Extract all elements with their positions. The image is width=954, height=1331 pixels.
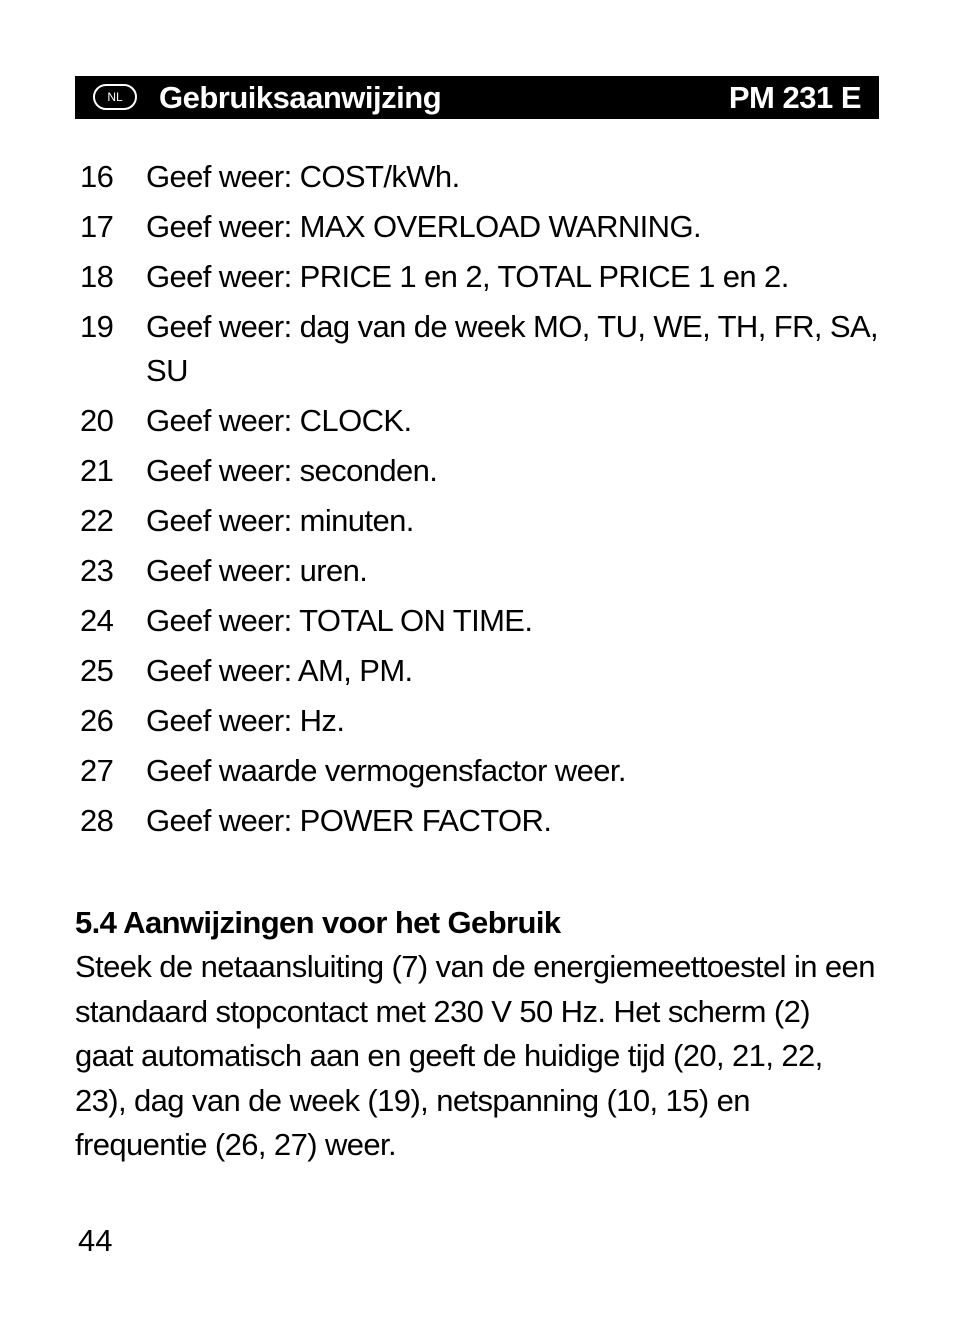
item-number: 26	[80, 703, 114, 738]
item-text: Geef weer: CLOCK.	[146, 403, 412, 438]
item-text: Geef weer: Hz.	[146, 703, 345, 738]
list-item	[75, 449, 879, 493]
item-number: 18	[80, 259, 114, 294]
item-number: 21	[80, 453, 114, 488]
list-item	[75, 649, 879, 693]
list-item	[75, 699, 879, 743]
header-title: Gebruiksaanwijzing	[159, 80, 442, 115]
item-text: Geef weer: AM, PM.	[146, 653, 413, 688]
item-text: Geef waarde vermogensfactor weer.	[146, 753, 626, 788]
list-item	[75, 499, 879, 543]
item-number: 17	[80, 209, 114, 244]
language-badge: NL	[93, 84, 137, 110]
header-model: PM 231 E	[728, 80, 861, 115]
list-item	[75, 155, 879, 199]
item-number: 27	[80, 753, 114, 788]
page-header	[75, 76, 879, 119]
item-number: 19	[80, 309, 114, 344]
list-item	[75, 205, 879, 249]
page-number: 44	[78, 1223, 113, 1258]
item-text: Geef weer: COST/kWh.	[146, 159, 460, 194]
item-text: Geef weer: POWER FACTOR.	[146, 803, 552, 838]
item-text: Geef weer: MAX OVERLOAD WARNING.	[146, 209, 701, 244]
list-item	[75, 255, 879, 299]
item-number: 25	[80, 653, 114, 688]
item-text: Geef weer: minuten.	[146, 503, 414, 538]
section-heading: 5.4 Aanwijzingen voor het Gebruik	[75, 905, 561, 940]
item-text: Geef weer: PRICE 1 en 2, TOTAL PRICE 1 en 2.	[146, 259, 789, 294]
section-body: Steek de netaansluiting (7) van de energiemeettoestel in een standaard stopcontact met 230 V 50 Hz. Het scherm (2) gaat automatisch aan en geeft de huidige tijd (20, 21, 22, 23), dag van de week (19), netspanning (10, 15) en frequentie (26, 27) weer.	[75, 949, 875, 1162]
item-number: 22	[80, 503, 114, 538]
list-item	[75, 305, 879, 393]
item-text: Geef weer: uren.	[146, 553, 368, 588]
list-item	[75, 749, 879, 793]
item-text: Geef weer: TOTAL ON TIME.	[146, 603, 533, 638]
item-number: 28	[80, 803, 114, 838]
list-item	[75, 399, 879, 443]
display-items-list	[75, 155, 879, 849]
item-text: Geef weer: seconden.	[146, 453, 438, 488]
item-number: 16	[80, 159, 114, 194]
item-number: 23	[80, 553, 114, 588]
item-number: 24	[80, 603, 114, 638]
list-item	[75, 599, 879, 643]
list-item	[75, 549, 879, 593]
item-number: 20	[80, 403, 114, 438]
item-text: Geef weer: dag van de week MO, TU, WE, TH, FR, SA, SU	[146, 309, 879, 388]
list-item	[75, 799, 879, 843]
